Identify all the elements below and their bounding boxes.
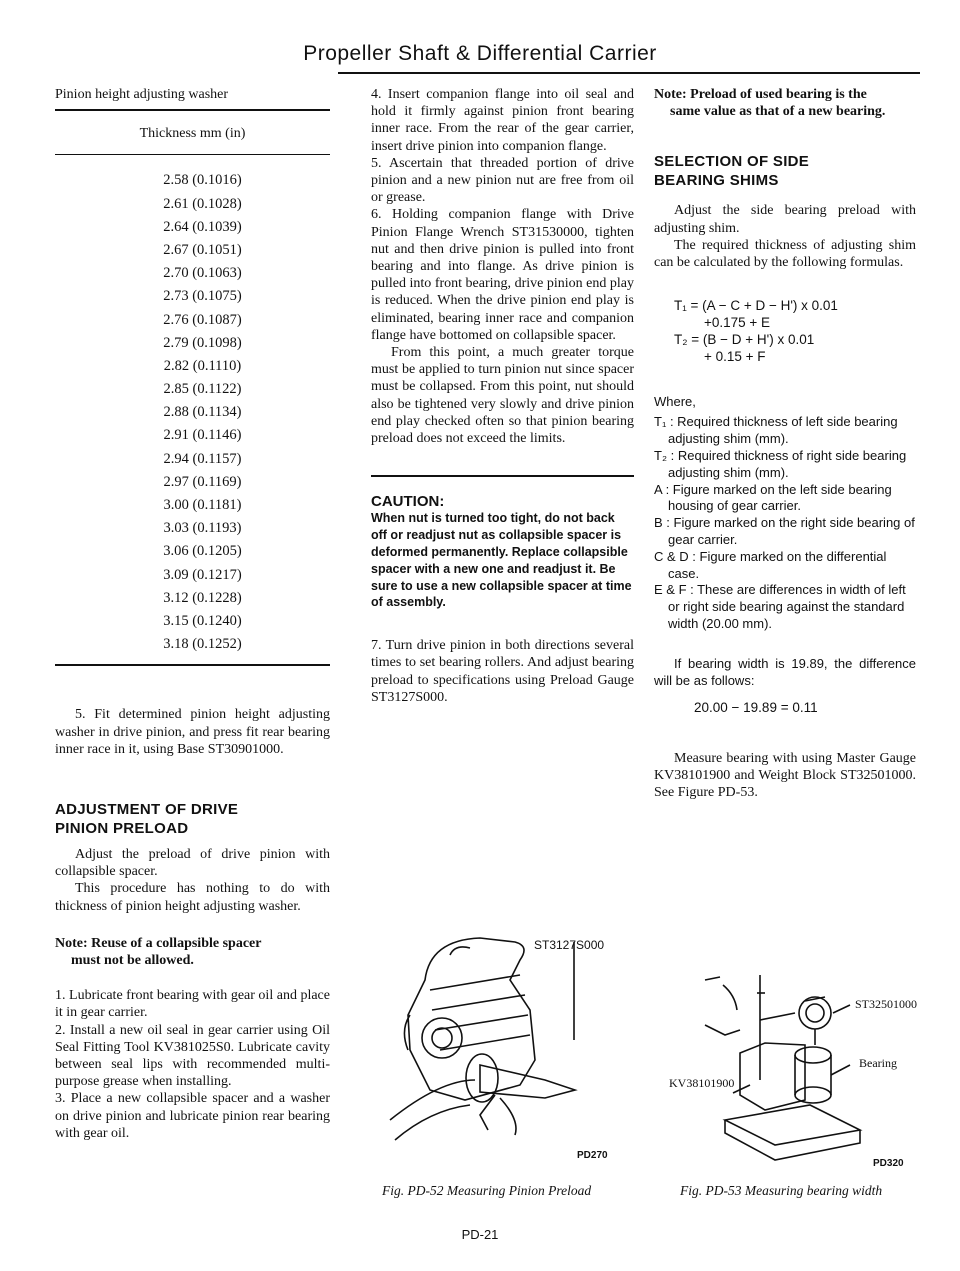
header-rule <box>338 72 920 74</box>
definition-item: C & D : Figure marked on the differential case. <box>654 548 887 581</box>
page-header: Propeller Shaft & Differential Carrier <box>303 42 657 65</box>
note-used-bearing-line-2: same value as that of a new bearing. <box>670 104 886 120</box>
formulas <box>654 297 916 365</box>
figure-pd-52 <box>370 920 630 1160</box>
figure-caption-pd-53: Fig. PD-53 Measuring bearing width <box>680 1183 883 1198</box>
table-rule-bottom <box>55 664 330 666</box>
formula-t1-line-2: +0.175 + E <box>704 315 771 331</box>
table-row: 2.85 (0.1122) <box>163 381 242 398</box>
definition-item: E & F : These are differences in width of left or right side bearing against the standard width (20.00 mm). <box>654 582 906 631</box>
step-1-text: 1. Lubricate front bearing with gear oil and place it in gear carrier. <box>55 988 330 1021</box>
formula-t2-line-2: + 0.15 + F <box>704 349 766 365</box>
paragraph-calculation: The required thickness of adjusting shim can be calculated by the following formulas. <box>654 237 916 271</box>
table-row: 2.67 (0.1051) <box>163 241 242 258</box>
table-row: 3.06 (0.1205) <box>163 543 242 560</box>
note-used-bearing-line-1: Note: Preload of used bearing is the <box>654 87 867 102</box>
figure-code: PD320 <box>873 1158 904 1169</box>
note-line-2: must not be allowed. <box>71 952 194 968</box>
table-row: 2.88 (0.1134) <box>163 404 242 421</box>
paragraph-measure-bearing: Measure bearing with using Master Gauge KV38101900 and Weight Block ST32501000. See Figure PD-53. <box>654 750 916 801</box>
section-title-line-1: SELECTION OF SIDE <box>654 153 810 171</box>
table-row: 3.15 (0.1240) <box>163 612 242 629</box>
step-3-text: 3. Place a new collapsible spacer and a washer on drive pinion and lubricate pinion rear bearing with gear oil. <box>55 1091 330 1141</box>
figure-label-master-gauge: KV38101900 <box>669 1076 735 1090</box>
caution-body: When nut is turned too tight, do not back off or readjust nut as collapsible spacer is deformed permanently. Replace collapsible spacer with a new one and readjust it. Be sure to use a new collapsible spacer at time of assembly. <box>371 511 632 610</box>
step-2-text: 2. Install a new oil seal in gear carrier using Oil Seal Fitting Tool KV381025S0. Lubricate cavity between seal lips with recommended multi-purpose grease when installing. <box>55 1022 330 1090</box>
gear-carrier-drawing <box>370 920 630 1160</box>
section-title-line-2: PINION PRELOAD <box>55 819 189 837</box>
table-row: 3.00 (0.1181) <box>163 497 242 514</box>
definition-item: T₁ : Required thickness of left side bearing adjusting shim (mm). <box>654 414 898 447</box>
step-6-text: 6. Holding companion flange with Drive Pinion Flange Wrench ST31530000, tighten nut and then drive pinion is pulled into front bearing and into flange. As drive pinion is pulled into front bearing, drive pinion end play is reduced. When the drive pinion end play is eliminated, bearing inner race and companion flange have bottomed on collapsible spacer. <box>371 207 634 343</box>
table-rule-head <box>55 154 330 155</box>
table-row: 2.73 (0.1075) <box>163 288 242 305</box>
table-row: 3.12 (0.1228) <box>163 589 242 606</box>
table-row: 2.76 (0.1087) <box>163 311 242 328</box>
table-row: 3.03 (0.1193) <box>163 520 242 537</box>
table-row: 2.94 (0.1157) <box>163 450 242 467</box>
table-row: 2.79 (0.1098) <box>163 334 242 351</box>
section-side-bearing-shims <box>654 152 916 190</box>
table-row: 2.64 (0.1039) <box>163 218 242 235</box>
table-rule-top <box>55 109 330 111</box>
table-row: 3.09 (0.1217) <box>163 566 242 583</box>
figure-label-preload-gauge: ST3127S000 <box>534 938 605 952</box>
column-middle <box>371 86 634 706</box>
column-right <box>654 86 916 802</box>
paragraph-procedure: This procedure has nothing to do with thickness of pinion height adjusting washer. <box>55 881 330 914</box>
note-line-1: Note: Reuse of a collapsible spacer <box>55 935 262 951</box>
step-4-text: 4. Insert companion flange into oil seal and hold it firmly against pinion front bearing inner race. From the rear of the gear carrier, insert drive pinion into companion flange. <box>371 87 634 154</box>
formula-t1-line-1: T₁ = (A − C + D − H') x 0.01 <box>674 298 838 314</box>
table-row: 2.97 (0.1169) <box>163 473 242 490</box>
washer-table <box>55 169 330 656</box>
figure-label-bearing: Bearing <box>859 1056 897 1070</box>
figure-code: PD270 <box>577 1150 608 1161</box>
table-row: 2.82 (0.1110) <box>163 357 242 374</box>
section-title-line-1: ADJUSTMENT OF DRIVE <box>55 800 239 818</box>
column-left <box>55 86 330 1142</box>
section-drive-pinion-preload <box>55 800 330 838</box>
page-number: PD-21 <box>461 1227 499 1242</box>
step-7-text: 7. Turn drive pinion in both directions several times to set bearing rollers. And adjust bearing preload to specifications using Preload Gauge ST3127S000. <box>371 638 634 705</box>
paragraph-adjust-preload: Adjust the preload of drive pinion with collapsible spacer. <box>55 846 330 880</box>
formula-t2-line-1: T₂ = (B − D + H') x 0.01 <box>674 332 815 348</box>
step-5-text: 5. Fit determined pinion height adjusting washer in drive pinion, and press fit rear bearing inner race in it, using Base ST30901000. <box>55 707 330 757</box>
caution-title: CAUTION: <box>371 493 445 511</box>
definition-item: B : Figure marked on the right side bearing of gear carrier. <box>654 515 915 547</box>
where-label: Where, <box>654 394 696 410</box>
width-equation: 20.00 − 19.89 = 0.11 <box>694 699 818 715</box>
figure-caption-pd-52: Fig. PD-52 Measuring Pinion Preload <box>382 1183 592 1198</box>
definitions-list <box>654 414 916 632</box>
table-row: 2.70 (0.1063) <box>163 265 242 282</box>
definition-item: A : Figure marked on the left side bearing housing of gear carrier. <box>654 481 892 514</box>
figure-label-weight-block: ST32501000 <box>855 997 918 1011</box>
table-row: 3.18 (0.1252) <box>163 636 242 653</box>
figure-pd-53 <box>665 965 925 1170</box>
paragraph-adjust-side-preload: Adjust the side bearing preload with adjusting shim. <box>654 203 916 236</box>
definition-item: T₂ : Required thickness of right side bearing adjusting shim (mm). <box>654 448 907 480</box>
step-5b-text: 5. Ascertain that threaded portion of drive pinion and a new pinion nut are free from oil or grease. <box>371 155 634 206</box>
paragraph-width-difference: If bearing width is 19.89, the difference will be as follows: <box>654 655 916 688</box>
table-row: 2.58 (0.1016) <box>163 172 242 189</box>
section-title-line-2: BEARING SHIMS <box>654 172 779 190</box>
table-header: Thickness mm (in) <box>139 126 246 142</box>
table-row: 2.61 (0.1028) <box>163 195 242 212</box>
paragraph-torque: From this point, a much greater torque must be applied to turn pinion nut since spacer must be collapsed. From this point, nut should also be tightened very slowly and drive pinion end play checked often so that pinion bearing preload does not exceed the limits. <box>371 345 634 447</box>
table-title: Pinion height adjusting washer <box>55 87 229 102</box>
caution-rule <box>371 475 634 477</box>
table-row: 2.91 (0.1146) <box>163 427 242 444</box>
